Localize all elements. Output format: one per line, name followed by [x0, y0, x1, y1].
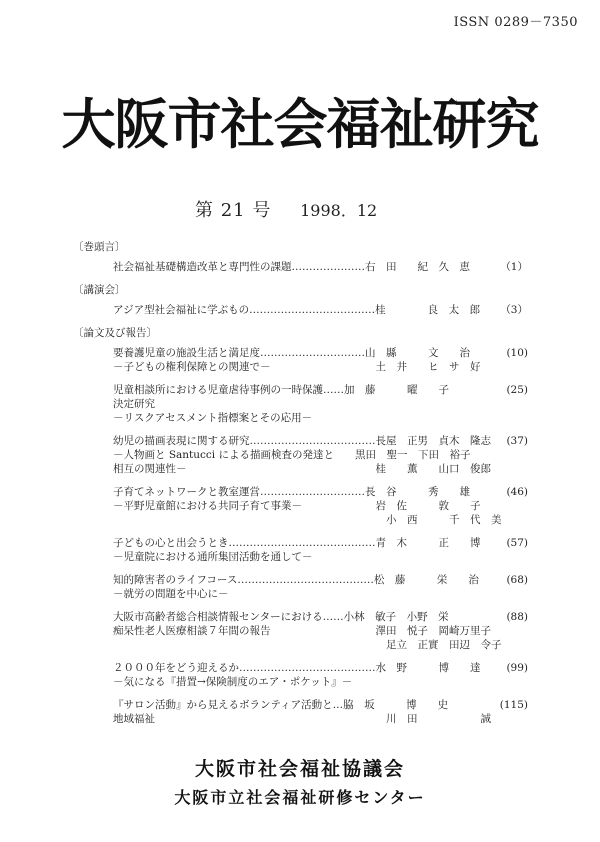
issue-number: 第 21 号	[195, 200, 272, 221]
toc-entry	[113, 698, 528, 726]
toc-line-text: －就労の問題を中心に－	[113, 588, 229, 600]
toc-line	[113, 712, 513, 726]
toc-page-number: （3）	[500, 304, 528, 316]
toc-section-label: 〔講演会〕	[73, 284, 126, 296]
toc-page-number: (57)	[506, 537, 528, 549]
publisher-secondary: 大阪市立社会福祉研修センター	[174, 788, 426, 807]
journal-title: 大阪市社会福祉研究	[61, 92, 539, 156]
publisher-primary: 大阪市社会福祉協議会	[194, 758, 405, 780]
toc-line-text: －子どもの権利保障との関連で－ 土 井 ヒ サ 好	[113, 361, 481, 373]
toc-line	[113, 499, 513, 513]
toc-line-text: 要養護児童の施設生活と満足度…………………………山 縣 文 治	[113, 347, 470, 359]
issue-info	[195, 196, 377, 222]
toc-line	[113, 536, 528, 550]
toc-line-text: 社会福祉基礎構造改革と専門性の課題…………………右 田 紀 久 恵	[113, 261, 470, 273]
toc-entry	[113, 303, 528, 317]
toc-entry	[113, 383, 528, 425]
toc-line	[113, 434, 528, 448]
toc-entry	[113, 346, 528, 374]
table-of-contents	[73, 238, 528, 735]
toc-page-number: (10)	[506, 347, 528, 359]
toc-line-text: 知的障害者のライフコース…………………………………松 藤 栄 治	[113, 574, 479, 586]
toc-line-text: －リスクアセスメント指標案とその応用－	[113, 412, 313, 424]
toc-page-number: (68)	[506, 574, 528, 586]
toc-line-text: 足立 正實 田辺 令子	[113, 639, 502, 651]
toc-line-text: －平野児童館における共同子育て事業－ 岩 佐 敦 子	[113, 500, 481, 512]
toc-line	[113, 513, 513, 527]
toc-entry	[113, 434, 528, 476]
toc-line-text: アジア型社会福祉に学ぶもの………………………………桂 良 太 郎	[113, 304, 481, 316]
toc-line	[113, 610, 528, 624]
toc-line-text: －気になる『措置→保険制度のエア・ポケット』－	[113, 676, 353, 688]
toc-line-text: 地域福祉 川 田 誠	[113, 713, 491, 725]
toc-line-text: ２０００年をどう迎えるか…………………………………水 野 博 達	[113, 662, 481, 674]
toc-page-number: （1）	[500, 261, 528, 273]
toc-line	[113, 638, 513, 652]
toc-line-text: 相互の関連性－ 桂 薫 山口 俊郎	[113, 463, 491, 475]
issue-date: 1998．12	[300, 201, 378, 220]
toc-page-number: (99)	[506, 662, 528, 674]
toc-line	[113, 303, 528, 317]
toc-line	[113, 698, 528, 712]
toc-line-text: 『サロン活動』から見えるボランティア活動と…脇 坂 博 史	[113, 699, 449, 711]
toc-line	[113, 346, 528, 360]
toc-line	[113, 550, 513, 564]
toc-line	[113, 587, 513, 601]
toc-line-text: 痴呆性老人医療相談７年間の報告 澤田 悦子 岡崎万里子	[113, 625, 491, 637]
toc-section-label: 〔論文及び報告〕	[73, 327, 157, 339]
toc-line	[113, 462, 513, 476]
toc-line-text: －児童院における通所集団活動を通して－	[113, 551, 313, 563]
toc-line	[113, 383, 528, 397]
toc-page-number: (25)	[506, 384, 528, 396]
toc-entry	[113, 573, 528, 601]
toc-page-number: (115)	[499, 699, 528, 711]
toc-page-number: (46)	[506, 486, 528, 498]
toc-line	[113, 675, 513, 689]
toc-line	[113, 485, 528, 499]
toc-line	[113, 448, 513, 462]
toc-line	[113, 360, 513, 374]
toc-line-text: 小 西 千 代 美	[113, 514, 502, 526]
toc-line-text: 決定研究	[113, 398, 155, 410]
toc-line-text: 大阪市高齢者総合相談情報センターにおける……小林 敏子 小野 栄	[113, 611, 449, 623]
issn: ISSN 0289－7350	[453, 15, 578, 30]
toc-line-text: 子育てネットワークと教室運営…………………………長 谷 秀 雄	[113, 486, 470, 498]
toc-entry	[113, 661, 528, 689]
toc-entry	[113, 485, 528, 527]
toc-entry	[113, 260, 528, 274]
toc-line	[113, 624, 513, 638]
toc-line	[113, 573, 528, 587]
toc-line-text: 児童相談所における児童虐待事例の一時保護……加 藤 曜 子	[113, 384, 449, 396]
toc-line-text: 子どもの心と出会うとき……………………………………青 木 正 博	[113, 537, 481, 549]
toc-section-label: 〔巻頭言〕	[73, 241, 126, 253]
toc-line	[113, 661, 528, 675]
toc-line-text: －人物画と Santucci による描画検査の発達と 黒田 聖一 下田 裕子	[113, 449, 471, 461]
toc-entry	[113, 610, 528, 652]
toc-page-number: (37)	[506, 435, 528, 447]
toc-line	[113, 397, 513, 411]
toc-line	[113, 411, 513, 425]
toc-page-number: (88)	[506, 611, 528, 623]
toc-line	[113, 260, 528, 274]
toc-entry	[113, 536, 528, 564]
toc-line-text: 幼児の描画表現に関する研究………………………………長屋 正男 貞木 隆志	[113, 435, 491, 447]
